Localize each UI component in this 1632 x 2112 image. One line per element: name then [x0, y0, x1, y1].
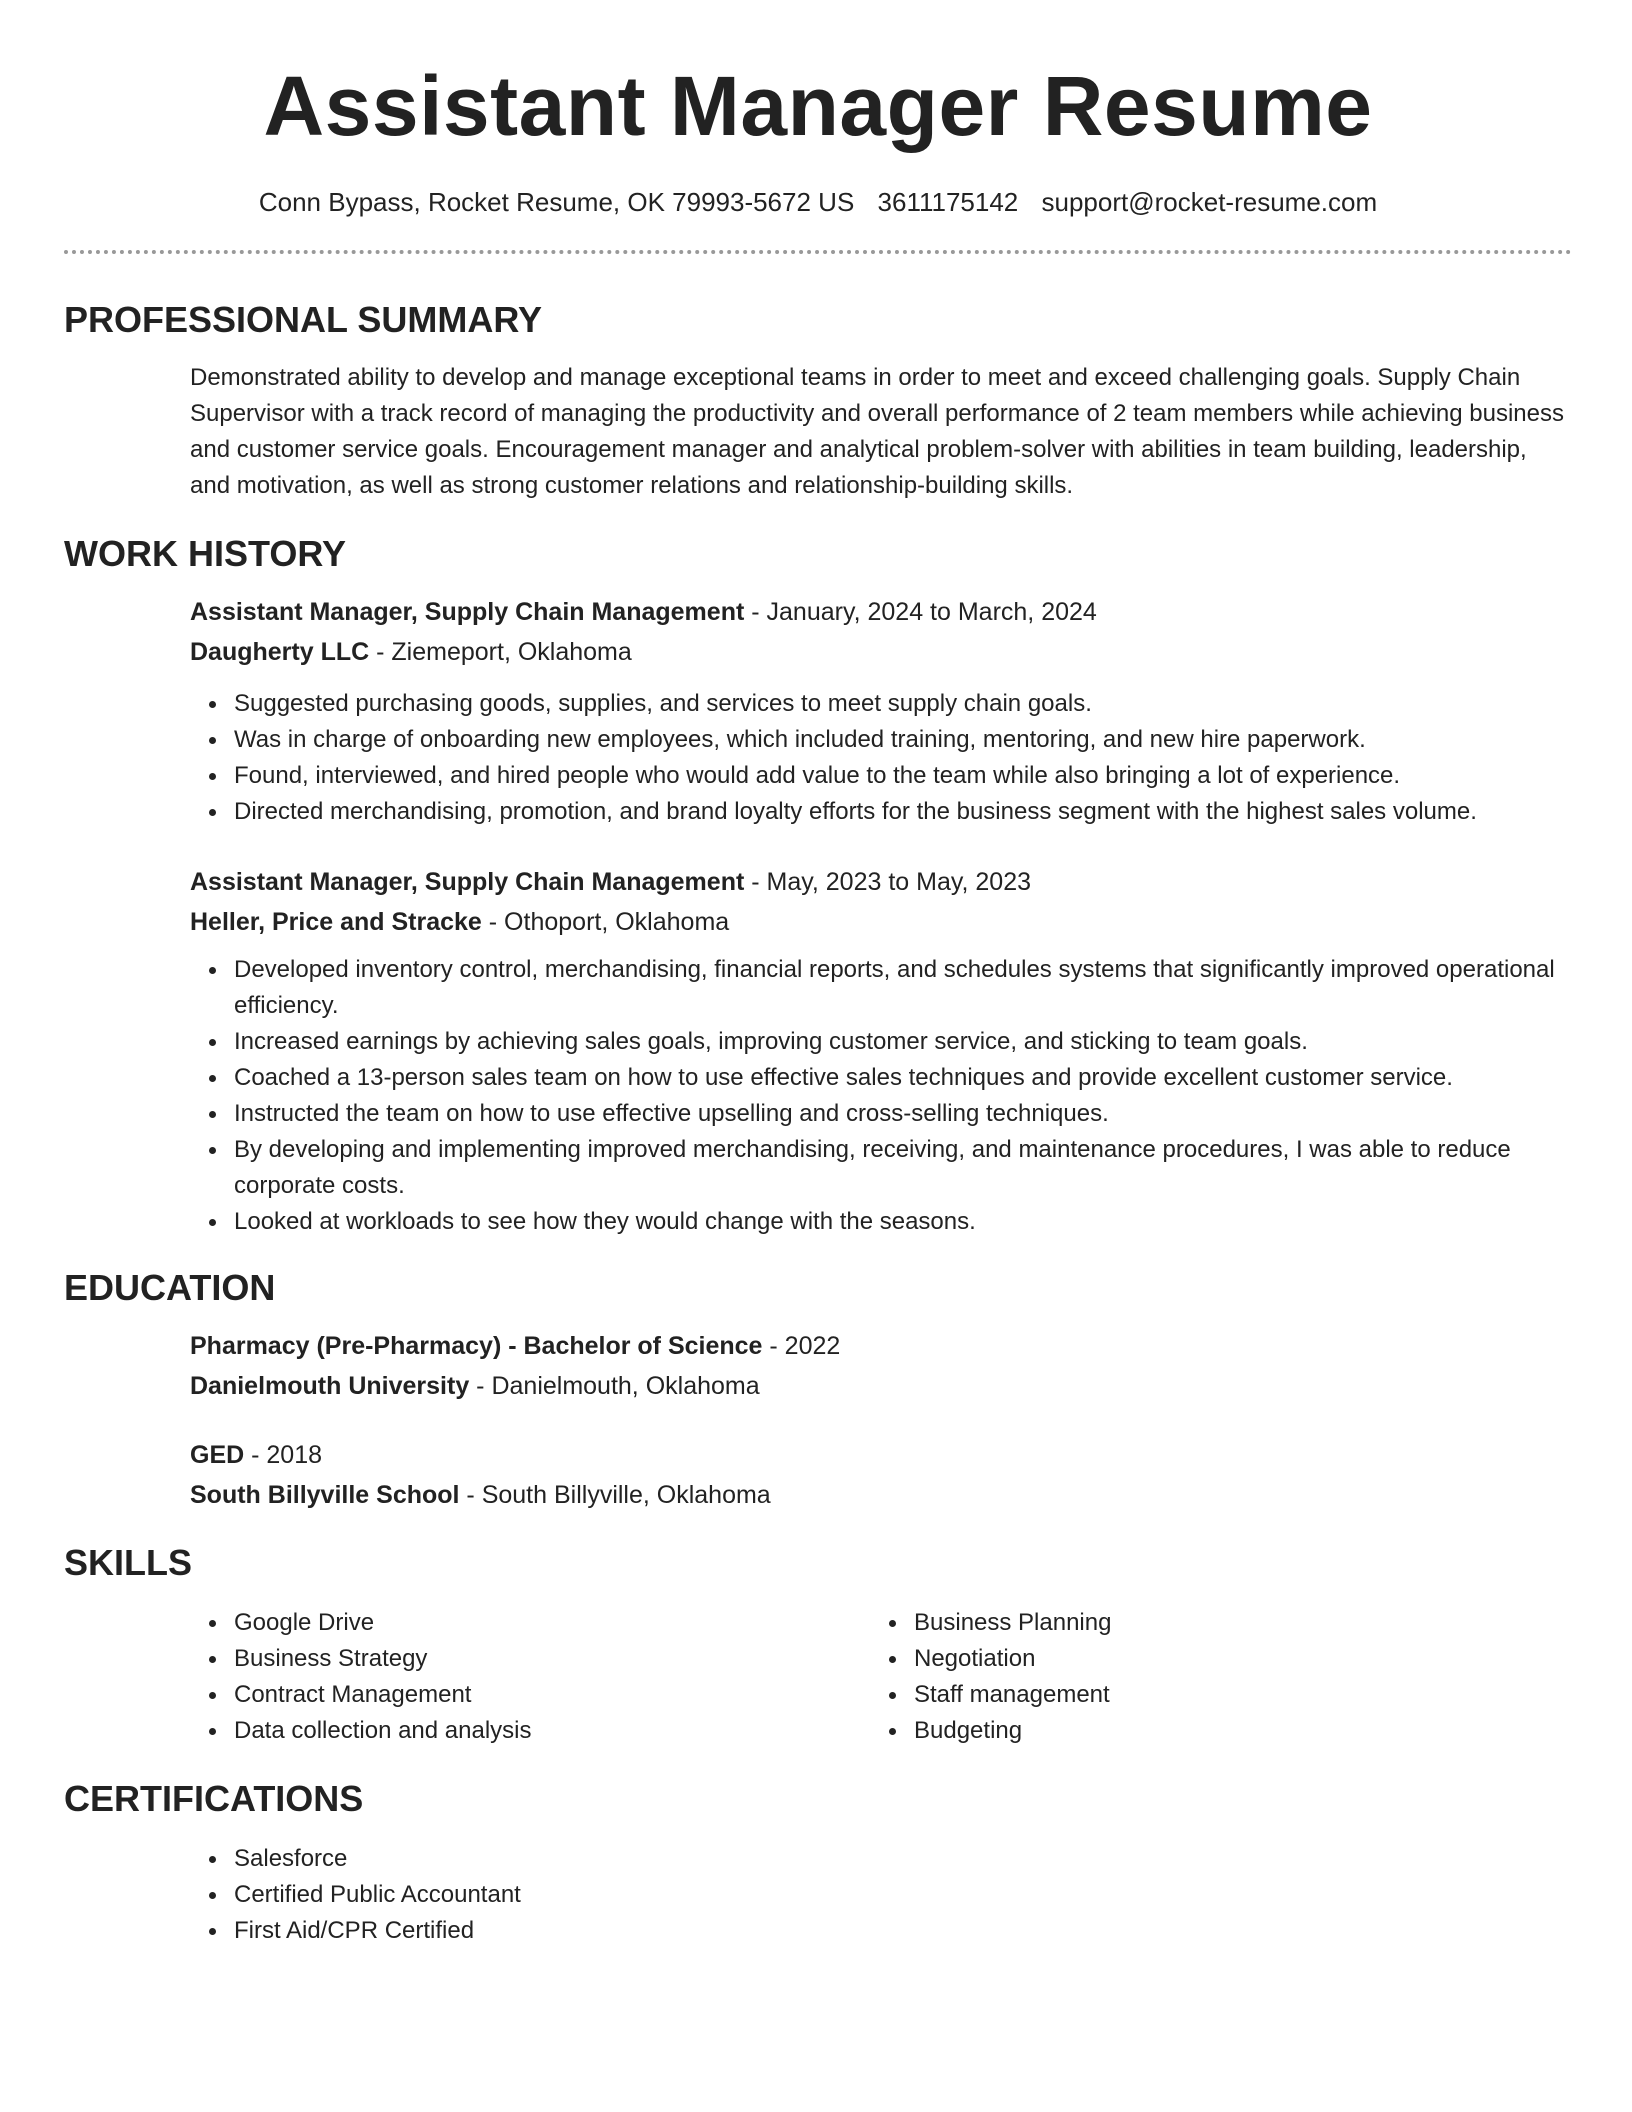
job-company-line: [190, 632, 1572, 672]
skills-column-right: [870, 1605, 1111, 1749]
list-item: Looked at workloads to see how they would change with the seasons.: [234, 1204, 1572, 1240]
work-history-body: [64, 592, 1572, 1240]
degree-year: - 2018: [244, 1441, 323, 1469]
certifications-body: [64, 1841, 1572, 1949]
degree-line: [190, 1435, 1572, 1475]
degree: Pharmacy (Pre-Pharmacy) - Bachelor of Science: [190, 1332, 763, 1360]
summary-section: [64, 296, 1572, 504]
job-company-line: [190, 902, 1572, 942]
job-title: Assistant Manager, Supply Chain Management: [190, 868, 745, 896]
list-item: Certified Public Accountant: [234, 1877, 1572, 1913]
list-item: Negotiation: [914, 1641, 1111, 1677]
list-item: By developing and implementing improved merchandising, receiving, and maintenance procedures, I was able to reduce corporate costs.: [234, 1132, 1572, 1204]
list-item: Staff management: [914, 1677, 1111, 1713]
list-item: Google Drive: [234, 1605, 870, 1641]
section-heading: SKILLS: [64, 1542, 193, 1583]
section-heading: EDUCATION: [64, 1267, 276, 1308]
school-line: [190, 1475, 1572, 1515]
job-company: Heller, Price and Stracke: [190, 908, 482, 936]
job-title-line: [190, 862, 1572, 902]
header-divider: [64, 250, 1572, 254]
list-item: Instructed the team on how to use effective upselling and cross-selling techniques.: [234, 1096, 1572, 1132]
job-title: Assistant Manager, Supply Chain Management: [190, 598, 745, 626]
list-item: Budgeting: [914, 1713, 1111, 1749]
section-heading: PROFESSIONAL SUMMARY: [64, 299, 543, 340]
list-item: Coached a 13-person sales team on how to use effective sales techniques and provide excellent customer service.: [234, 1060, 1572, 1096]
work-history-section: [64, 530, 1572, 1240]
list-item: Developed inventory control, merchandising, financial reports, and schedules systems that significantly improved operational efficiency.: [234, 952, 1572, 1024]
skills-section: [64, 1539, 1572, 1749]
list-item: Increased earnings by achieving sales goals, improving customer service, and sticking to team goals.: [234, 1024, 1572, 1060]
degree: GED: [190, 1441, 245, 1469]
contact-address: Conn Bypass, Rocket Resume, OK 79993-5672 US: [258, 187, 855, 217]
degree-year: - 2022: [762, 1332, 841, 1360]
summary-body: [64, 360, 1572, 504]
resume-page: [64, 0, 1572, 1949]
education-body: [64, 1326, 1572, 1515]
degree-line: [190, 1326, 1572, 1366]
job-title-line: [190, 592, 1572, 632]
section-heading: CERTIFICATIONS: [64, 1778, 364, 1819]
list-item: Business Planning: [914, 1605, 1111, 1641]
list-item: Contract Management: [234, 1677, 870, 1713]
resume-title: Assistant Manager Resume: [263, 59, 1373, 153]
job-dates: - May, 2023 to May, 2023: [744, 868, 1032, 896]
list-item: Found, interviewed, and hired people who would add value to the team while also bringing a lot of experience.: [234, 758, 1572, 794]
school: South Billyville School: [190, 1481, 460, 1509]
school-location: - Danielmouth, Oklahoma: [469, 1372, 760, 1400]
school-location: - South Billyville, Oklahoma: [459, 1481, 771, 1509]
section-heading: WORK HISTORY: [64, 533, 347, 574]
job-bullets: [190, 686, 1572, 830]
summary-text: Demonstrated ability to develop and manage exceptional teams in order to meet and exceed challenging goals. Supply Chain Supervisor with a track record of managing the productivity and overall performance of 2 team members while achieving business and customer service goals. Encouragement manager and analytical problem-solver with abilities in team building, leadership, and motivation, as well as strong customer relations and relationship-building skills.: [190, 364, 1564, 499]
list-item: Business Strategy: [234, 1641, 870, 1677]
education-entry: [190, 1326, 1572, 1406]
skills-grid: [190, 1605, 1572, 1749]
certifications-list: [190, 1841, 1572, 1949]
education-entry: [190, 1435, 1572, 1515]
job-entry: [190, 862, 1572, 1240]
job-bullets: [190, 952, 1572, 1240]
skills-column-left: [190, 1605, 870, 1749]
job-dates: - January, 2024 to March, 2024: [744, 598, 1097, 626]
list-item: First Aid/CPR Certified: [234, 1913, 1572, 1949]
skills-body: [64, 1605, 1572, 1749]
contact-phone: 3611175142: [877, 187, 1019, 217]
education-section: [64, 1264, 1572, 1515]
list-item: Data collection and analysis: [234, 1713, 870, 1749]
job-location: - Ziemeport, Oklahoma: [369, 638, 632, 666]
list-item: Salesforce: [234, 1841, 1572, 1877]
job-entry: [190, 592, 1572, 830]
contact-email: support@rocket-resume.com: [1041, 187, 1378, 217]
job-company: Daugherty LLC: [190, 638, 370, 666]
school: Danielmouth University: [190, 1372, 470, 1400]
certifications-section: [64, 1775, 1572, 1949]
job-location: - Othoport, Oklahoma: [481, 908, 730, 936]
contact-line: [64, 184, 1572, 220]
school-line: [190, 1366, 1572, 1406]
list-item: Suggested purchasing goods, supplies, and services to meet supply chain goals.: [234, 686, 1572, 722]
list-item: Was in charge of onboarding new employees, which included training, mentoring, and new hire paperwork.: [234, 722, 1572, 758]
list-item: Directed merchandising, promotion, and brand loyalty efforts for the business segment with the highest sales volume.: [234, 794, 1572, 830]
